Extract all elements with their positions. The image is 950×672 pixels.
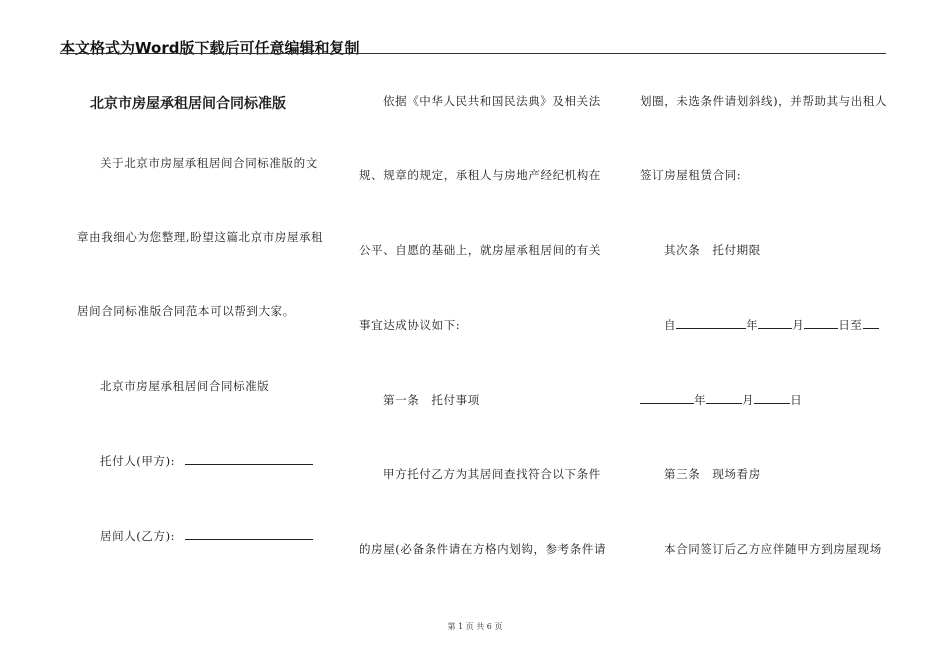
from-year-blank[interactable] [676,317,746,329]
page-number: 第 1 页 共 6 页 [447,622,503,631]
from-year-label: 年 [746,318,759,332]
col3-p3-line-1: 本合同签订后乙方应伴随甲方到房屋现场 [664,542,882,556]
to-year-label: 年 [694,393,707,407]
to-year-blank[interactable] [640,392,694,404]
to-day-label: 日 [790,393,803,407]
party-a-label: 托付人(甲方): [100,454,176,468]
party-b-blank[interactable] [185,528,313,540]
col3-p1-line-1: 划圈，未选条件请划斜线)，并帮助其与出租人 [640,94,888,108]
date-from-prefix: 自 [664,318,677,332]
col2-p2-line-2: 的房屋(必备条件请在方格内划钩，参考条件请 [359,542,607,556]
party-a-blank[interactable] [185,453,313,465]
header-divider [60,53,886,54]
party-b-row [100,528,313,544]
to-day-blank[interactable] [754,392,790,404]
col2-p2-line-1: 甲方托付乙方为其居间查找符合以下条件 [383,467,601,481]
col2-p1-line-3: 公平、自愿的基础上，就房屋承租居间的有关 [359,243,601,257]
party-b-label: 居间人(乙方): [100,529,176,543]
contract-subtitle: 北京市房屋承租居间合同标准版 [100,379,270,393]
intro-line-1: 关于北京市房屋承租居间合同标准版的文 [100,156,318,170]
document-title: 北京市房屋承租居间合同标准版 [90,96,286,112]
to-year-leading-blank[interactable] [863,317,879,329]
article-2-heading: 其次条 托付期限 [664,243,761,257]
article-3-heading: 第三条 现场看房 [664,467,761,481]
to-month-blank[interactable] [706,392,742,404]
col2-p1-line-2: 规、规章的规定，承租人与房地产经纪机构在 [359,168,601,182]
to-month-label: 月 [742,393,755,407]
from-month-label: 月 [792,318,805,332]
date-from-row [664,317,879,333]
party-a-row [100,453,313,469]
col3-p1-line-2: 签订房屋租赁合同: [640,168,742,182]
from-month-blank[interactable] [758,317,792,329]
document-header: 本文格式为Word版下载后可任意编辑和复制 [60,39,360,57]
from-day-blank[interactable] [804,317,838,329]
from-day-to-label: 日至 [838,318,863,332]
article-1-heading: 第一条 托付事项 [383,393,480,407]
intro-line-2: 章由我细心为您整理,盼望这篇北京市房屋承租 [77,230,324,244]
intro-line-3: 居间合同标准版合同范本可以帮到大家。 [77,304,295,318]
col2-p1-line-1: 依据《中华人民共和国民法典》及相关法 [383,94,601,108]
date-to-row [640,392,802,408]
col2-p1-line-4: 事宜达成协议如下: [359,318,461,332]
